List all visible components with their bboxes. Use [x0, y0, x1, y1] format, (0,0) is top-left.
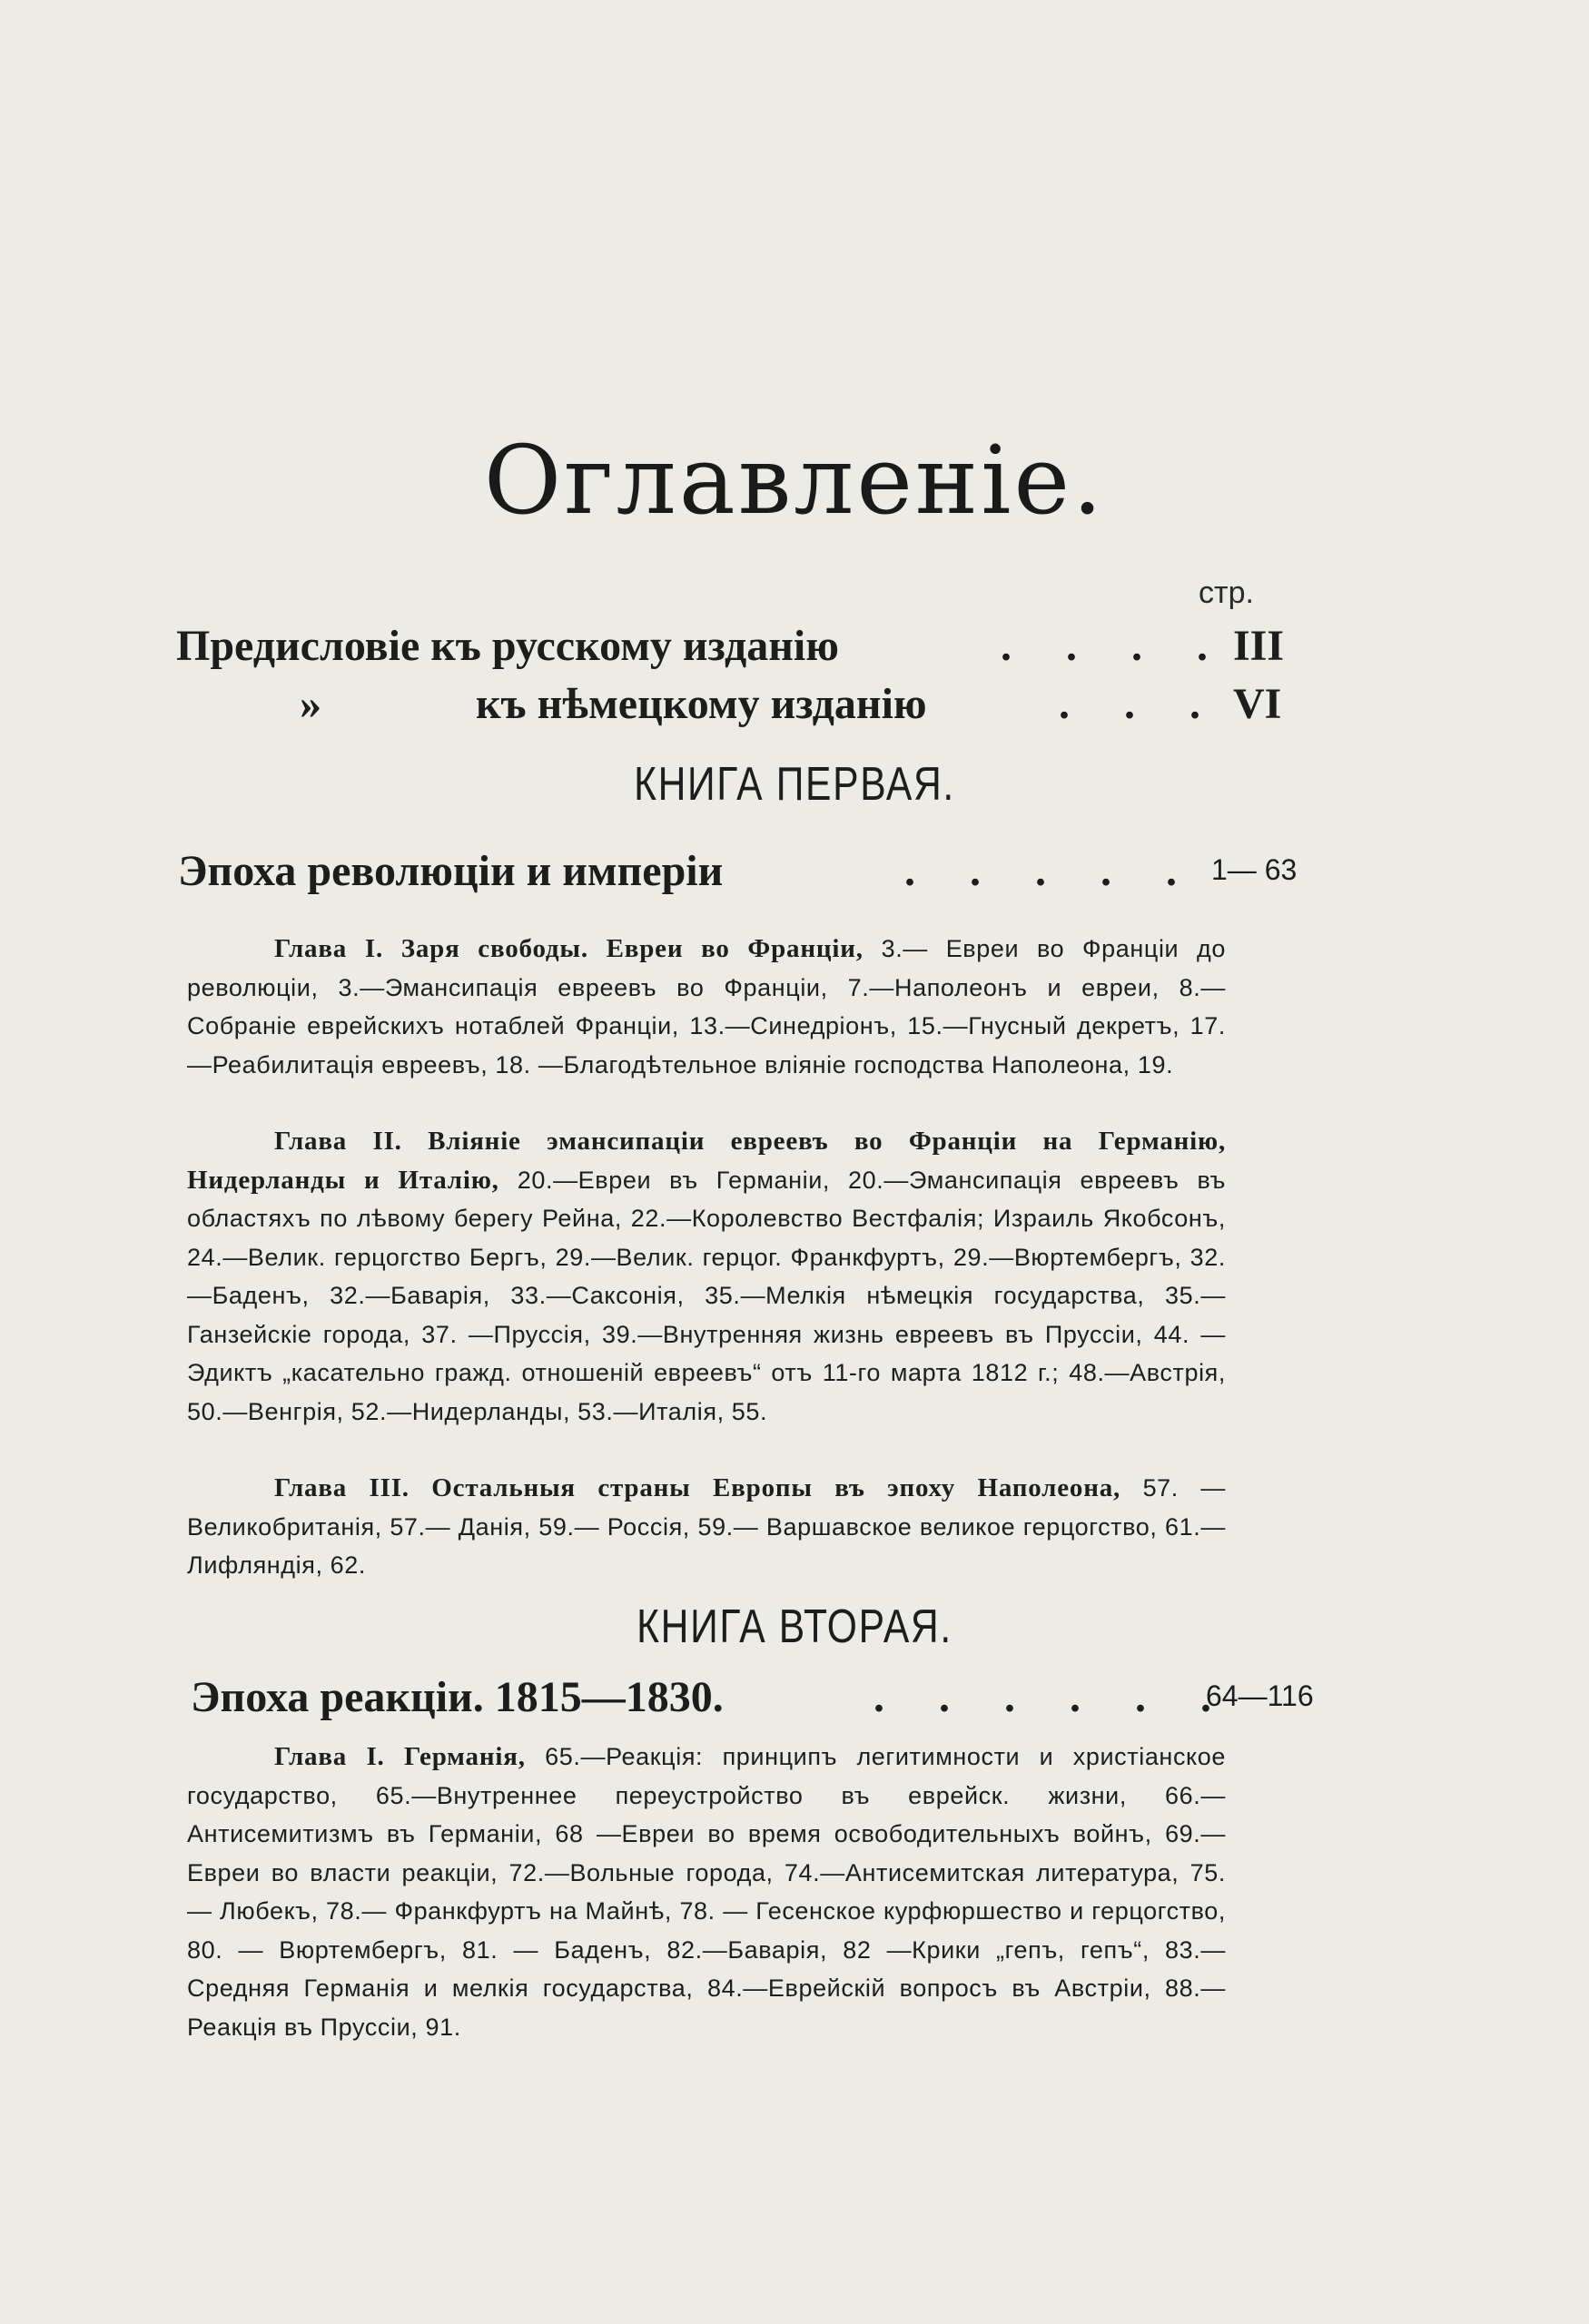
preface-german-title: къ нѣмецкому изданію	[476, 680, 927, 728]
chapter-contents: 57. —Великобританія, 57.— Данія, 59.— Россія, 59.— Варшавское великое герцогство, 61.—Лифляндія, 62.	[187, 1474, 1226, 1579]
book-one-era-dots: . . . . .	[904, 847, 1199, 895]
page-title: Оглавленіе.	[483, 425, 1106, 536]
book-two-era-title: Эпоха реакціи. 1815—1830.	[191, 1673, 724, 1721]
book-two-era-pages: 64—116	[1206, 1679, 1314, 1712]
chapter-entry	[187, 1738, 1226, 2046]
chapter-contents: 20.—Евреи въ Германіи, 20.—Эмансипація евреевъ въ областяхъ по лѣвому берегу Рейна, 22.—Королевство Вестфалія; Израиль Якобсонъ, 24.—Велик. герцогство Бергъ, 29.—Велик. герцог. Франкфуртъ, 29.—Вюртембергъ, 32.—Баденъ, 32.—Баварія, 33.—Саксонія, 35.—Мелкія нѣмецкія государства, 35.—Ганзейскіе города, 37. —Пруссія, 39.—Внутренняя жизнь евреевъ въ Пруссіи, 44. — Эдиктъ „касательно гражд. отношеній евреевъ“ отъ 11-го марта 1812 г.; 48.—Австрія, 50.—Венгрія, 52.—Нидерланды, 53.—Италія, 55.	[187, 1166, 1226, 1425]
chapter-entry	[187, 930, 1226, 1084]
chapter-heading: Глава I. Заря свободы. Евреи во Франціи,	[274, 934, 864, 963]
preface-russian-title: Предисловіе къ русскому изданію	[176, 622, 839, 670]
preface-german-page: VI	[1233, 680, 1282, 728]
book-two-heading: КНИГА ВТОРАЯ.	[637, 1600, 952, 1653]
preface-german-dots: . . .	[1059, 680, 1222, 728]
chapter-heading: Глава III. Остальныя страны Европы въ эпоху Наполеона,	[274, 1473, 1121, 1502]
book-two-era-dots: . . . . . .	[873, 1673, 1233, 1721]
book-one-era-title: Эпоха революціи и имперіи	[178, 847, 724, 895]
chapter-contents: 3.— Евреи во Франціи до революціи, 3.—Эмансипація евреевъ во Франціи, 7.—Наполеонъ и евреи, 8.—Собраніе еврейскихъ нотаблей Франціи, 13.—Синедріонъ, 15.—Гнусный декретъ, 17.—Реабилитація евреевъ, 18. —Благодѣтельное вліяніе господства Наполеона, 19.	[187, 935, 1226, 1078]
preface-russian-page: III	[1233, 622, 1285, 670]
book-one-heading: КНИГА ПЕРВАЯ.	[634, 758, 955, 811]
chapter-entry	[187, 1469, 1226, 1585]
page-column-label: стр.	[1199, 576, 1254, 610]
preface-russian-dots: . . . .	[1001, 622, 1229, 670]
chapter-contents: 65.—Реакція: принципъ легитимности и христіанское государство, 65.—Внутреннее переустройство въ еврейск. жизни, 66.—Антисемитизмъ въ Германіи, 68 —Евреи во время освободительныхъ войнъ, 69.—Евреи во власти реакціи, 72.—Вольные города, 74.—Антисемитская литература, 75. — Любекъ, 78.— Франкфуртъ на Майнѣ, 78. — Гесенское курфюршество и герцогство, 80. — Вюртембергъ, 81. — Баденъ, 82.—Баварія, 82 —Крики „гепъ, гепъ“, 83.—Средняя Германія и мелкія государства, 84.—Еврейскій вопросъ въ Австріи, 88.—Реакція въ Пруссіи, 91.	[187, 1743, 1226, 2041]
chapter-heading: Глава I. Германія,	[274, 1742, 526, 1771]
chapter-heading: Глава II. Вліяніе эмансипаціи евреевъ во Франціи на Германію, Нидерланды и Италію,	[187, 1127, 1226, 1195]
book-one-era-pages: 1— 63	[1211, 853, 1298, 886]
chapter-entry	[187, 1122, 1226, 1431]
ditto-mark: »	[300, 680, 321, 728]
